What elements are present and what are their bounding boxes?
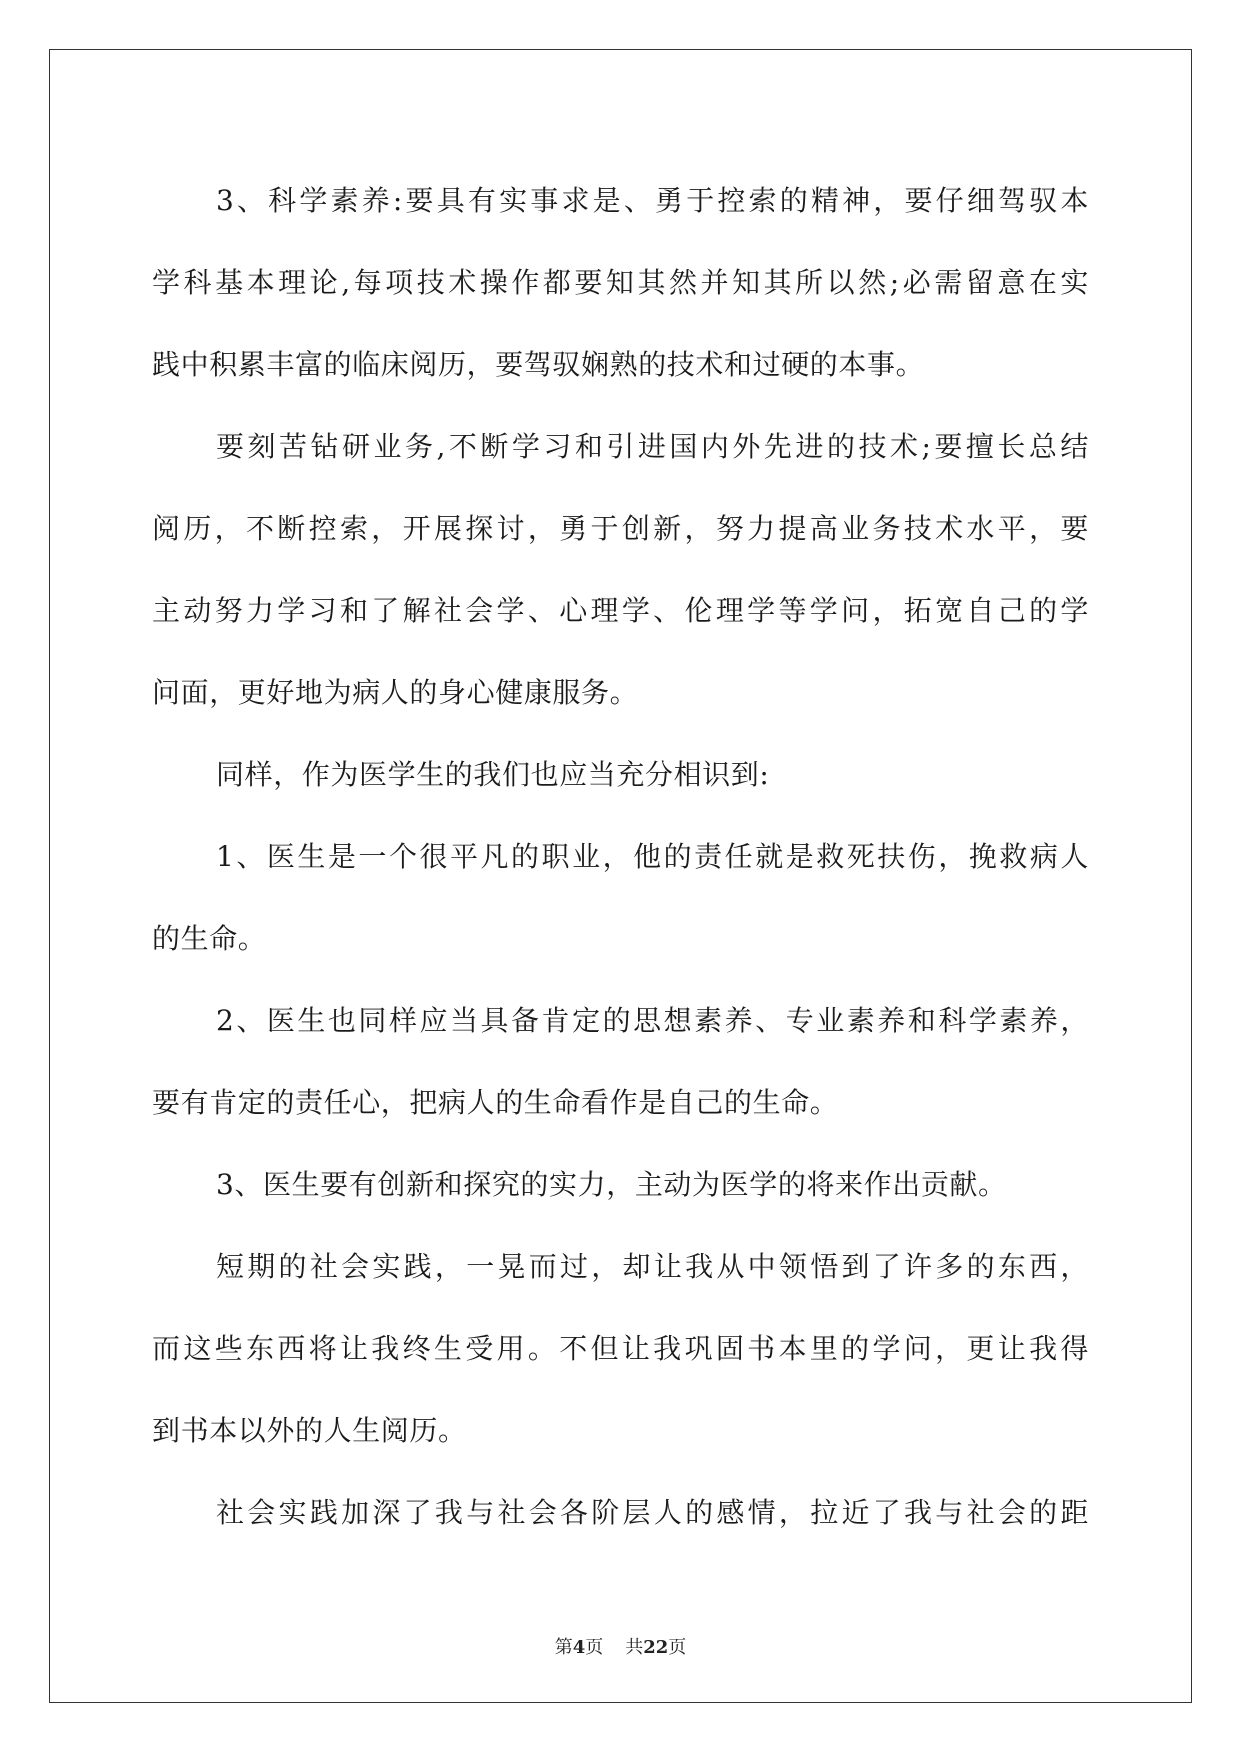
document-body	[152, 160, 1089, 1554]
footer-total-suffix: 页	[668, 1637, 687, 1658]
paragraph-4	[152, 816, 1089, 980]
text-line: 主动努力学习和了解社会学、心理学、伦理学等学问，拓宽自己的学	[152, 594, 1089, 627]
text-line: 问面，更好地为病人的身心健康服务。	[152, 676, 639, 709]
footer-total-prefix: 共	[625, 1637, 644, 1658]
text-line: 践中积累丰富的临床阅历，要驾驭娴熟的技术和过硬的本事。	[152, 348, 925, 381]
text-line: 短期的社会实践，一晃而过，却让我从中领悟到了许多的东西，	[216, 1250, 1089, 1283]
text-line: 社会实践加深了我与社会各阶层人的感情，拉近了我与社会的距	[216, 1496, 1089, 1529]
text-line: 要刻苦钻研业务,不断学习和引进国内外先进的技术;要擅长总结	[216, 430, 1089, 463]
footer-prefix: 第	[554, 1637, 573, 1658]
text-line: 3、科学素养:要具有实事求是、勇于控索的精神，要仔细驾驭本	[216, 184, 1089, 217]
paragraph-3	[152, 734, 1089, 816]
paragraph-6	[152, 1144, 1089, 1226]
paragraph-2	[152, 406, 1089, 734]
text-line: 而这些东西将让我终生受用。不但让我巩固书本里的学问，更让我得	[152, 1332, 1089, 1365]
text-line: 3、医生要有创新和探究的实力，主动为医学的将来作出贡献。	[216, 1168, 1007, 1201]
text-line: 的生命。	[152, 922, 267, 955]
text-line: 学科基本理论,每项技术操作都要知其然并知其所以然;必需留意在实	[152, 266, 1089, 299]
text-line: 2、医生也同样应当具备肯定的思想素养、专业素养和科学素养，	[216, 1004, 1089, 1037]
paragraph-8	[152, 1472, 1089, 1554]
page-number: 4	[572, 1637, 586, 1658]
text-line: 到书本以外的人生阅历。	[152, 1414, 467, 1447]
total-pages: 22	[643, 1637, 669, 1658]
paragraph-1	[152, 160, 1089, 406]
paragraph-7	[152, 1226, 1089, 1472]
paragraph-5	[152, 980, 1089, 1144]
text-line: 1、医生是一个很平凡的职业，他的责任就是救死扶伤，挽救病人	[216, 840, 1089, 873]
text-line: 同样，作为医学生的我们也应当充分相识到:	[216, 758, 770, 791]
footer-page-suffix: 页	[585, 1637, 604, 1658]
page-footer	[0, 1633, 1241, 1659]
text-line: 要有肯定的责任心，把病人的生命看作是自己的生命。	[152, 1086, 839, 1119]
text-line: 阅历，不断控索，开展探讨，勇于创新，努力提高业务技术水平，要	[152, 512, 1089, 545]
